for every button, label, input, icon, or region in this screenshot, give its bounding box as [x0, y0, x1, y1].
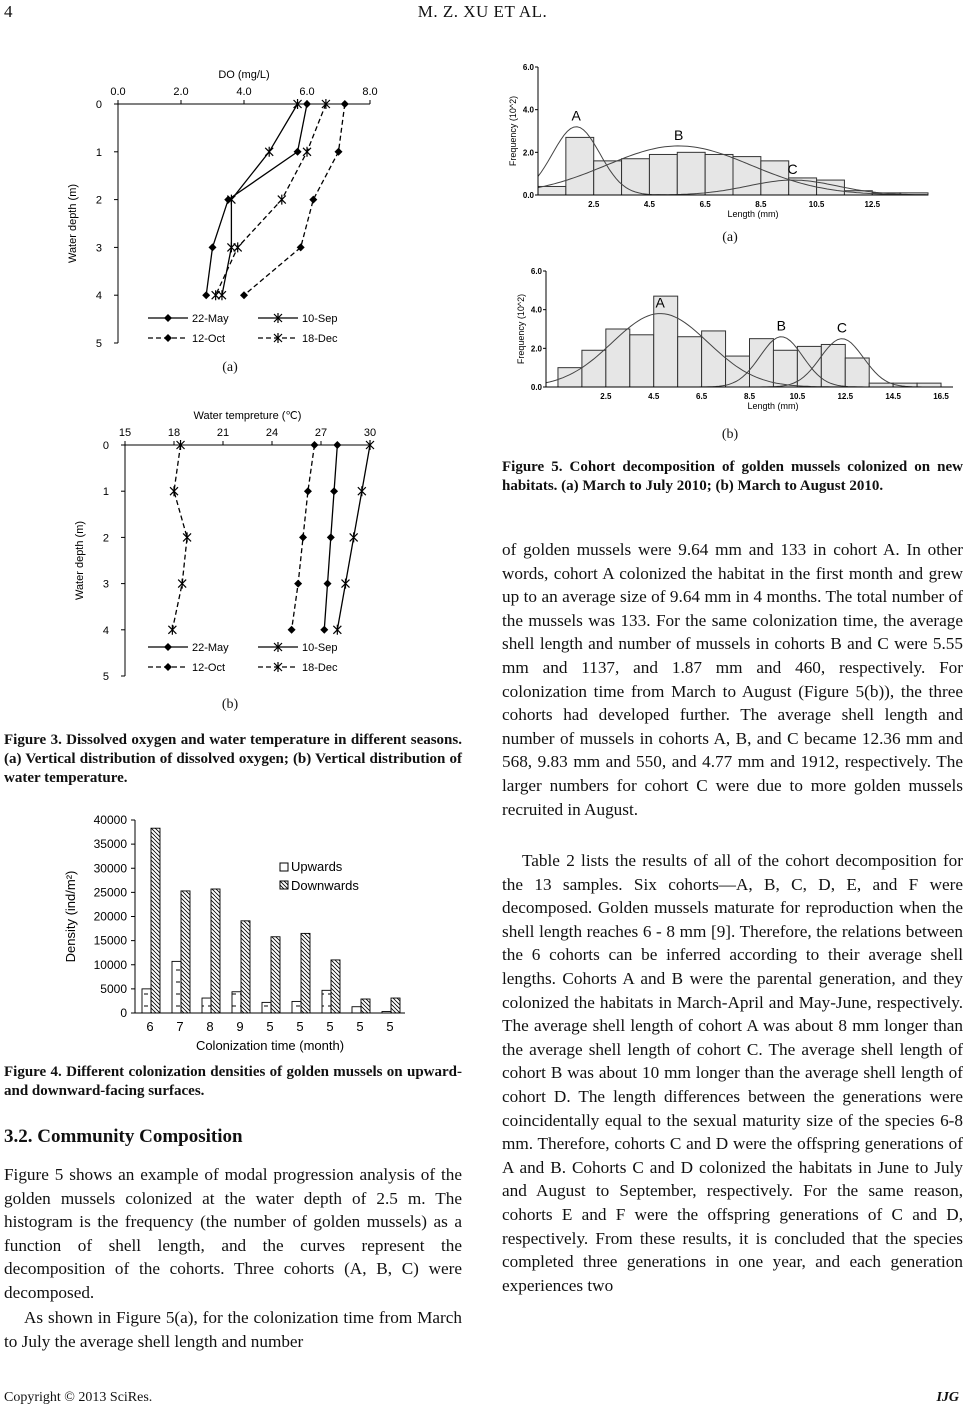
data-point [310, 441, 318, 449]
histogram-bar [845, 358, 869, 387]
data-point [240, 291, 248, 299]
y-axis-label: Frequency (10^2) [516, 293, 526, 365]
legend-label: 12-Oct [192, 662, 226, 674]
right-paragraph-1: of golden mussels were 9.64 mm and 133 in cohort A. In other words, cohort A colonized the habitat in the first month and grew up to an average size of 9.64 mm in 4 months. The total number of the mussels was 133. For the same colonization time, the average shell length and number of mussels in cohorts B and C were 5.55 mm and 1137, and 1.87 mm and 460, respectively. For colonization time from March to August (Figure 5(b)), the three cohorts had developed further. The average shell length and number of mussels in cohorts A, B, and C became 12.36 mm and 568, 9.83 mm and 550, and 4.77 mm and 1912, respectively. The larger numbers for cohort C were due to more golden mussels recruited in August. [502, 540, 963, 819]
x-tick-label: 18 [167, 427, 181, 439]
data-point [303, 100, 311, 108]
y-tick-label: 0.0 [522, 191, 534, 200]
y-axis-label: Water depth (m) [67, 183, 79, 264]
x-tick-label: 8 [206, 1019, 214, 1034]
y-tick-label: 5 [95, 338, 102, 350]
y-tick-label: 15000 [93, 933, 127, 948]
figure-4-density-chart [55, 808, 415, 1053]
left-paragraph-2: As shown in Figure 5(a), for the colonization time from March to July the average shell length and number [4, 1308, 462, 1351]
bar-downwards [271, 937, 280, 1013]
x-tick-label: 10.5 [789, 392, 806, 401]
y-axis-label: Water depth (m) [74, 520, 86, 601]
data-point [350, 532, 358, 542]
series-line [206, 104, 307, 295]
legend-label: 22-May [192, 313, 229, 325]
bar-upwards [322, 990, 331, 1013]
y-tick-label: 1 [102, 486, 109, 499]
y-tick-label: 4 [95, 290, 102, 303]
histogram-bar [649, 154, 677, 195]
data-point [303, 147, 311, 157]
data-point [333, 441, 341, 449]
x-axis-label: Colonization time (month) [195, 1038, 345, 1053]
x-tick-label: 4.5 [648, 392, 660, 401]
y-tick-label: 2 [95, 194, 102, 207]
histogram-bar [566, 137, 594, 195]
y-tick-label: 25000 [93, 885, 127, 900]
data-point [183, 532, 191, 542]
legend-swatch-upwards [280, 863, 288, 871]
y-tick-label: 5000 [100, 981, 127, 996]
data-point [278, 195, 286, 205]
y-tick-label: 6.0 [522, 63, 534, 72]
chart-title: DO (mg/L) [218, 69, 270, 81]
bar-upwards [142, 989, 151, 1013]
x-tick-label: 5 [386, 1019, 394, 1034]
histogram-bar [558, 368, 582, 387]
data-point [309, 196, 317, 204]
figure-3-caption: Figure 3. Dissolved oxygen and water temperature in different seasons. (a) Vertical distribution of dissolved oxygen; (b) Vertical distribution of water temperature. [4, 732, 462, 786]
cohort-label: A [571, 107, 581, 124]
bar-upwards [382, 1012, 391, 1013]
figure-5b-label: (b) [721, 427, 739, 442]
figure-3b-label: (b) [221, 697, 239, 712]
x-tick-label: 7 [176, 1019, 184, 1034]
legend-label: 10-Sep [302, 313, 338, 325]
y-tick-label: 20000 [93, 909, 127, 924]
y-tick-label: 35000 [93, 837, 127, 852]
bar-downwards [301, 933, 310, 1013]
histogram-bar [773, 350, 797, 387]
data-point [212, 290, 220, 300]
x-tick-label: 2.5 [600, 392, 612, 401]
figure-5a-label: (a) [722, 230, 738, 245]
x-tick-label: 8.5 [743, 392, 756, 401]
data-point [178, 579, 186, 589]
x-tick-label: 5 [326, 1019, 334, 1034]
histogram-bar [797, 346, 821, 387]
x-tick-label: 4.5 [643, 200, 655, 209]
histogram-bar [622, 159, 650, 195]
data-point [288, 626, 296, 634]
y-tick-label: 3 [95, 242, 102, 255]
series-line [172, 445, 187, 630]
data-point [330, 487, 338, 495]
legend-marker [164, 314, 172, 322]
y-tick-label: 10000 [93, 957, 127, 972]
x-tick-label: 10.5 [808, 200, 825, 209]
x-tick-label: 14.5 [885, 392, 901, 401]
legend-marker [164, 663, 172, 671]
figure-3a-do-chart [60, 55, 400, 355]
histogram-bar [869, 383, 893, 387]
bar-upwards [232, 992, 241, 1013]
legend-label-downwards: Downwards [291, 878, 359, 893]
histogram-bar [733, 157, 761, 195]
bar-downwards [241, 921, 250, 1013]
data-point [299, 533, 307, 541]
left-paragraph-1: Figure 5 shows an example of modal progression analysis of the golden mussels colonized at the water depth of 2.5 m. The histogram is the frequency (the number of golden mussels) as a function of shell length, and the curves represent the decomposition of the cohorts. Three cohorts (A, B, C) were decomposed. [4, 1165, 462, 1302]
y-tick-label: 5 [102, 671, 109, 683]
right-paragraph-2: Table 2 lists the results of all of the cohort decomposition for the 13 samples. Six cohorts—A, B, C, D, E, and F were decomposed. Golden mussels maturate for reproduction when the shell length reaches 6 - 8 mm [9]. Therefore, the relations between the 6 cohorts can be inferred according to their average shell lengths. Cohorts A and B were the parental generation, and they colonized the habitats in March-April and May-June, respectively. The average shell length of cohort A was about 8 mm longer than the average shell length of cohort C. The average shell length of cohort B was about 10 mm longer than the average shell length of cohort D. The length differences between the generations were coincidentally equal to the sexual maturity size of the species 6-8 mm. Therefore, cohorts C and D were the offspring generations of A and B. Cohorts C and D colonized the habitats in June to July and August to September, respectively. For the same reason, cohorts E and F were the offspring generations of C and D, respectively. From these results, it is concluded that the species completed three generations in one year, and each generation experiences two [502, 851, 963, 1295]
bar-upwards [172, 961, 181, 1013]
y-tick-label: 3 [102, 578, 109, 591]
bar-upwards [262, 1002, 271, 1013]
x-tick-label: 30 [363, 427, 377, 439]
histogram-bar [678, 337, 702, 387]
x-tick-label: 6.5 [696, 392, 708, 401]
x-tick-label: 6.0 [299, 86, 315, 98]
x-tick-label: 0.0 [110, 86, 126, 98]
y-tick-label: 0 [95, 99, 102, 111]
legend-marker [164, 334, 172, 342]
x-tick-label: 24 [265, 427, 279, 439]
figure-3a-label: (a) [222, 360, 238, 375]
legend-label: 18-Dec [302, 662, 338, 674]
data-point [324, 580, 332, 588]
data-point [294, 148, 302, 156]
x-axis-label: Length (mm) [727, 209, 779, 219]
legend-label-upwards: Upwards [291, 859, 343, 874]
x-tick-label: 9 [236, 1019, 244, 1034]
y-tick-label: 40000 [93, 813, 127, 827]
x-tick-label: 4.0 [236, 86, 252, 98]
data-point [170, 486, 178, 496]
data-point [335, 148, 343, 156]
section-title: 3.2. Community Composition [4, 1126, 243, 1147]
y-tick-label: 2 [102, 532, 109, 545]
y-tick-label: 2.0 [530, 344, 542, 354]
data-point [327, 533, 335, 541]
chart-title: Water tempreture (℃) [193, 410, 302, 422]
figure-5b-cohort-chart [508, 255, 958, 420]
y-tick-label: 4 [102, 624, 109, 637]
x-tick-label: 6.5 [699, 200, 711, 209]
bar-upwards [352, 1007, 361, 1013]
cohort-label: B [674, 126, 684, 143]
x-tick-label: 12.5 [864, 200, 881, 209]
y-tick-label: 1 [95, 146, 102, 159]
x-tick-label: 8.5 [755, 200, 767, 209]
cohort-label: A [655, 294, 665, 311]
x-tick-label: 8.0 [362, 86, 378, 98]
bar-downwards [211, 889, 220, 1013]
histogram-bar [538, 186, 566, 195]
y-axis-label: Density (ind/m²) [63, 870, 78, 963]
y-tick-label: 0 [102, 440, 109, 452]
y-tick-label: 4.0 [530, 305, 542, 315]
bar-upwards [202, 998, 211, 1013]
series-line [244, 104, 345, 295]
x-tick-label: 5 [296, 1019, 304, 1034]
figure-5a-cohort-chart [508, 55, 938, 225]
bar-downwards [391, 998, 400, 1013]
legend-label: 22-May [192, 642, 229, 654]
x-tick-label: 21 [216, 427, 230, 439]
data-point [209, 243, 217, 251]
histogram-bar [582, 350, 606, 387]
figure-3b-temperature-chart [60, 395, 400, 690]
cohort-label: C [836, 319, 847, 336]
legend-marker [164, 643, 172, 651]
x-tick-label: 15 [118, 427, 132, 439]
legend-label: 12-Oct [192, 333, 226, 345]
x-tick-label: 5 [356, 1019, 364, 1034]
legend-label: 10-Sep [302, 642, 338, 654]
bar-upwards [292, 1001, 301, 1013]
footer-copyright: Copyright © 2013 SciRes. [4, 1390, 153, 1405]
data-point [168, 625, 176, 635]
histogram-bar [677, 152, 705, 195]
bar-downwards [181, 891, 190, 1013]
data-point [265, 147, 273, 157]
data-point [341, 100, 349, 108]
figure-5-caption: Figure 5. Cohort decomposition of golden mussels colonized on new habitats. (a) March to July 2010; (b) March to August 2010. [502, 459, 963, 494]
data-point [202, 291, 210, 299]
histogram-bar [750, 339, 774, 387]
histogram-bar [705, 154, 733, 195]
x-tick-label: 12.5 [837, 392, 854, 401]
legend-label: 18-Dec [302, 333, 338, 345]
x-tick-label: 2.0 [173, 86, 189, 98]
data-point [333, 625, 341, 635]
bar-downwards [361, 999, 370, 1013]
y-tick-label: 0.0 [530, 383, 542, 392]
bar-downwards [331, 960, 340, 1013]
y-tick-label: 2.0 [522, 148, 534, 158]
x-tick-label: 2.5 [588, 200, 600, 209]
y-tick-label: 0 [120, 1006, 127, 1020]
x-tick-label: 16.5 [933, 392, 949, 401]
y-axis-label: Frequency (10^2) [508, 95, 518, 167]
x-axis-label: Length (mm) [747, 401, 799, 411]
cohort-label: C [787, 161, 798, 178]
page-number: 4 [4, 2, 13, 21]
x-tick-label: 5 [266, 1019, 274, 1034]
data-point [304, 487, 312, 495]
data-point [294, 580, 302, 588]
y-tick-label: 6.0 [530, 267, 542, 276]
running-title: M. Z. XU ET AL. [417, 2, 548, 21]
histogram-bar [917, 383, 941, 387]
data-point [342, 579, 350, 589]
figure-4-caption: Figure 4. Different colonization densities of golden mussels on upward- and downward-facing surfaces. [4, 1064, 462, 1099]
data-point [320, 626, 328, 634]
bar-downwards [151, 828, 160, 1013]
histogram-bar [630, 335, 654, 387]
y-tick-label: 30000 [93, 861, 127, 876]
series-line [222, 104, 298, 295]
footer-journal: IJG [936, 1390, 959, 1405]
data-point [234, 242, 242, 252]
legend-swatch-downwards [280, 881, 288, 889]
x-tick-label: 6 [146, 1019, 154, 1034]
x-tick-label: 27 [314, 427, 328, 439]
cohort-label: B [776, 317, 787, 334]
y-tick-label: 4.0 [522, 105, 534, 115]
data-point [358, 486, 366, 496]
